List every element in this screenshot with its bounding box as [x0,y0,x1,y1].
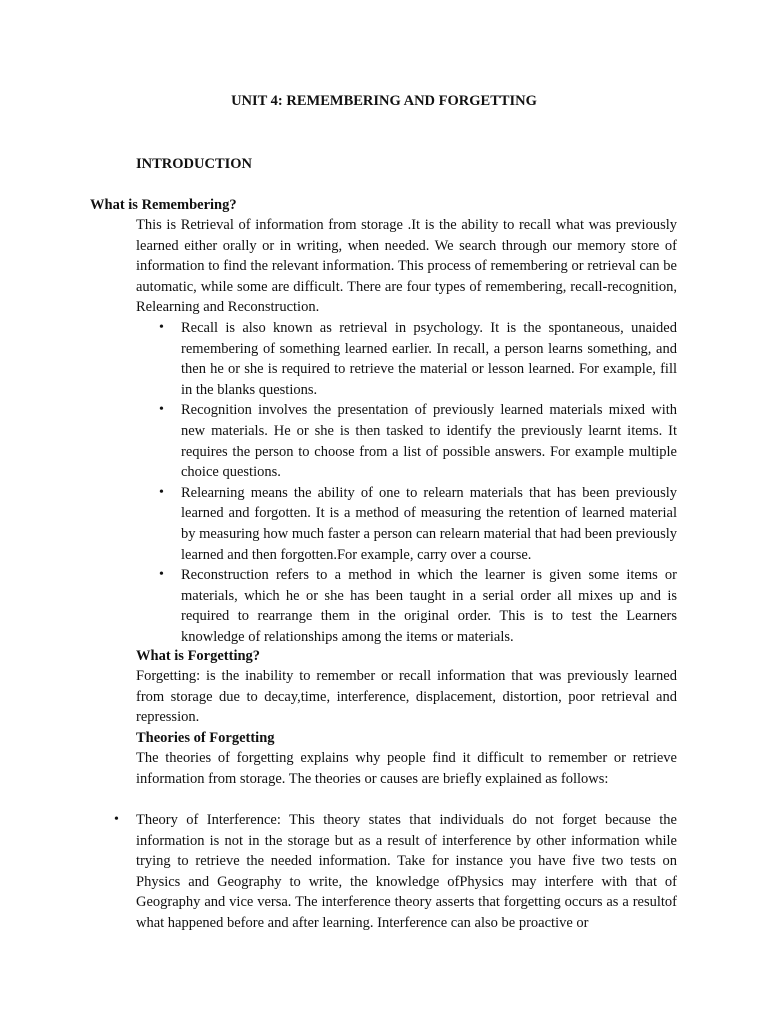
forgetting-paragraph: Forgetting: is the inability to remember or recall information that was previously learned from storage due to decay,time, interference, displacement, distortion, poor retrieval and repression. [136,668,677,726]
bullet-icon: • [159,484,164,500]
theories-heading: Theories of Forgetting [136,730,275,746]
list-item-text: Recognition involves the presentation of previously learned materials mixed with new materials. He or she is then tasked to identify the previously learnt items. It requires the person to choose from a list of possible answers. For example multiple choice questions. [181,402,677,481]
list-item [159,483,677,565]
list-item-text: Theory of Interference: This theory states that individuals do not forget because the information is not in the storage but as a result of interference by other information while trying to retrieve the needed information. Take for instance you have five two tests on Physics and Geography to write, the knowledge ofPhysics may interfere with that of Geography and vice versa. The interference theory asserts that forgetting occurs as a resultof what happened before and after learning. Interference can also be proactive or [136,812,677,931]
introduction-heading: INTRODUCTION [136,156,253,172]
remembering-heading: What is Remembering? [90,197,237,213]
list-item-text: Recall is also known as retrieval in psychology. It is the spontaneous, unaided remembering of something learned earlier. In recall, a person learns something, and then he or she is required to retrieve the material or lesson learned. For example, fill in the blanks questions. [181,320,677,398]
forgetting-heading: What is Forgetting? [136,648,261,664]
bullet-icon: • [114,812,119,827]
bullet-icon: • [159,320,164,335]
remembering-types-list [159,318,677,648]
bullet-icon: • [159,402,164,418]
bullet-icon: • [159,567,164,583]
document-title: UNIT 4: REMEMBERING AND FORGETTING [231,93,537,109]
theories-list [114,810,677,934]
list-item [114,810,677,934]
list-item-text: Reconstruction refers to a method in which the learner is given some items or materials, which he or she has been taught in a serial order all mixes up and is required to rearrange them in the original order. This is to test the Learners knowledge of relationships among the items or materials. [181,567,677,645]
theories-paragraph: The theories of forgetting explains why people find it difficult to remember or retrieve information from storage. The theories or causes are briefly explained as follows: [136,750,677,787]
list-item-text: Relearning means the ability of one to relearn materials that has been previously learned and forgotten. It is a method of measuring the retention of learned material by measuring how much faster a person can relearn material that had been previously learned and then forgotten.For example, carry over a course. [181,484,677,563]
list-item [159,318,677,400]
list-item [159,565,677,647]
list-item [159,400,677,482]
remembering-paragraph: This is Retrieval of information from storage .It is the ability to recall what was previously learned either orally or in writing, when needed. We search through our memory store of information to find the relevant information. This process of remembering or retrieval can be automatic, while some are difficult. There are four types of remembering, recall-recognition, Relearning and Reconstruction. [136,217,677,316]
